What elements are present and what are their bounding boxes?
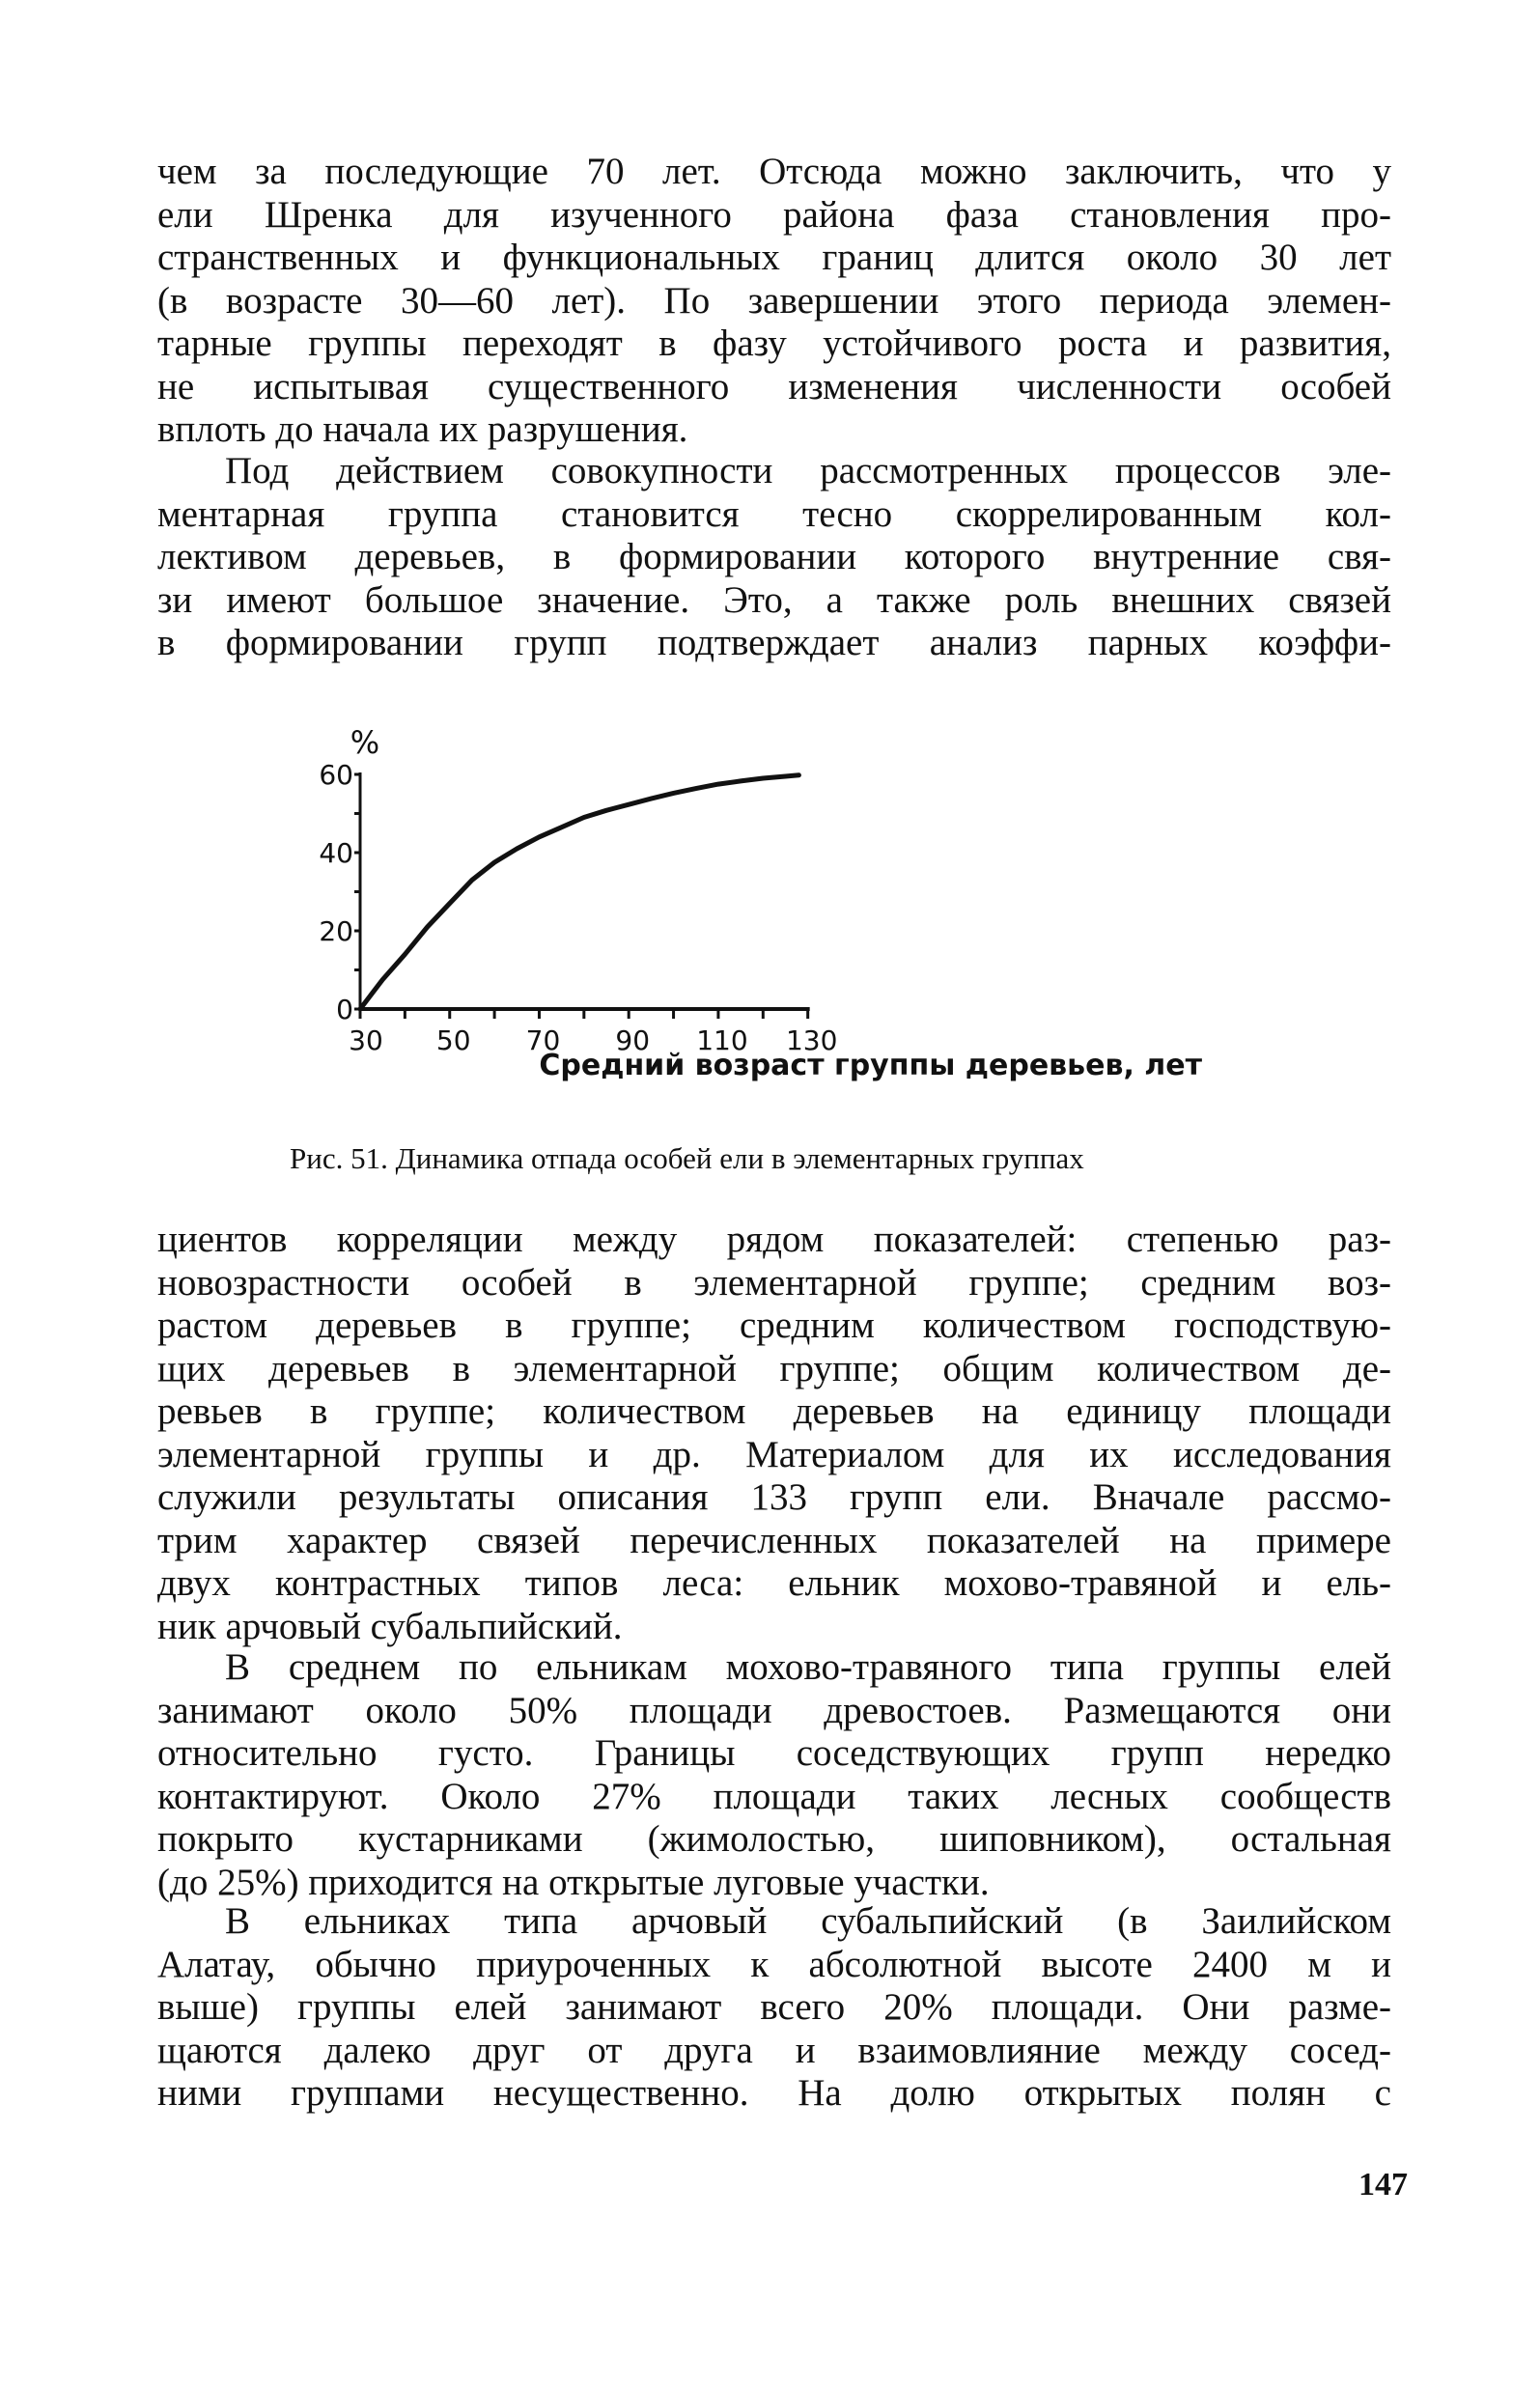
series-line — [360, 775, 798, 1009]
text-line: В ельниках типа арчовый субальпийский (в Заилийском — [225, 1900, 1391, 1942]
x-axis-title: Средний возраст группы деревьев, лет — [539, 1049, 1202, 1082]
text-line: странственных и функциональных границ длится около 30 лет — [157, 237, 1391, 278]
text-line: относительно густо. Границы соседствующих групп нередко — [157, 1732, 1391, 1774]
text-line: ментарная группа становится тесно скоррелированным кол- — [157, 492, 1391, 535]
figure-51-chart — [0, 0, 1540, 1139]
x-tick-label: 50 — [435, 1024, 471, 1056]
y-tick-label: 40 — [319, 837, 353, 869]
text-line: (в возрасте 30—60 лет). По завершении этого периода элемен- — [157, 279, 1391, 322]
text-line: выше) группы елей занимают всего 20% площади. Они разме- — [157, 1986, 1391, 2028]
text-line: вплоть до начала их разрушения. — [157, 408, 688, 450]
text-line: циентов корреляции между рядом показателей: степенью раз- — [157, 1219, 1391, 1260]
text-line: Под действием совокупности рассмотренных процессов эле- — [225, 450, 1391, 491]
text-line: трим характер связей перечисленных показателей на примере — [157, 1519, 1391, 1561]
text-line: (до 25%) приходится на открытые луговые участки. — [157, 1861, 990, 1903]
text-line: покрыто кустарниками (жимолостью, шиповником), остальная — [157, 1818, 1391, 1860]
text-line: ели Шренка для изученного района фаза становления про- — [157, 193, 1391, 236]
x-tick-label: 110 — [696, 1024, 748, 1056]
text-line: двух контрастных типов леса: ельник мохово-травяной и ель- — [157, 1562, 1391, 1604]
text-line: контактируют. Около 27% площади таких лесных сообществ — [157, 1775, 1391, 1817]
y-tick-label: 60 — [319, 759, 353, 791]
x-tick-label: 130 — [785, 1024, 838, 1056]
text-line: Алатау, обычно приуроченных к абсолютной высоте 2400 м и — [157, 1943, 1391, 1985]
text-line: ник арчовый субальпийский. — [157, 1605, 623, 1647]
text-line: ревьев в группе; количеством деревьев на единицу площади — [157, 1390, 1391, 1432]
y-tick-label: 0 — [336, 994, 353, 1025]
text-line: щих деревьев в элементарной группе; общим количеством де- — [157, 1347, 1391, 1389]
text-line: новозрастности особей в элементарной группе; средним воз- — [157, 1261, 1391, 1304]
text-line: служили результаты описания 133 групп ели. Вначале рассмо- — [157, 1476, 1391, 1518]
text-line: В среднем по ельникам мохово-травяного типа группы елей — [225, 1646, 1391, 1688]
text-line: элементарной группы и др. Материалом для их исследования — [157, 1433, 1391, 1475]
text-line: лективом деревьев, в формировании которого внутренние свя- — [157, 536, 1391, 577]
y-tick-label: 20 — [319, 915, 353, 947]
x-tick-label: 70 — [525, 1024, 561, 1056]
text-line: тарные группы переходят в фазу устойчивого роста и развития, — [157, 323, 1391, 364]
text-line: зи имеют большое значение. Это, а также роль внешних связей — [157, 578, 1391, 621]
text-line: занимают около 50% площади древостоев. Размещаются они — [157, 1689, 1391, 1731]
x-tick-label: 90 — [615, 1024, 651, 1056]
text-line: в формировании групп подтверждает анализ парных коэффи- — [157, 622, 1391, 663]
page-number: 147 — [1358, 2167, 1408, 2203]
figure-caption: Рис. 51. Динамика отпада особей ели в элементарных группах — [290, 1141, 1084, 1175]
text-line: не испытывая существенного изменения численности особей — [157, 365, 1391, 407]
y-axis-unit-label: % — [350, 724, 380, 761]
text-line: щаются далеко друг от друга и взаимовлияние между сосед- — [157, 2029, 1391, 2071]
text-line: ними группами несущественно. На долю открытых полян с — [157, 2072, 1391, 2114]
x-tick-label: 30 — [349, 1024, 383, 1056]
text-line: чем за последующие 70 лет. Отсюда можно заключить, что у — [157, 151, 1391, 192]
text-line: растом деревьев в группе; средним количеством господствую- — [157, 1305, 1391, 1346]
